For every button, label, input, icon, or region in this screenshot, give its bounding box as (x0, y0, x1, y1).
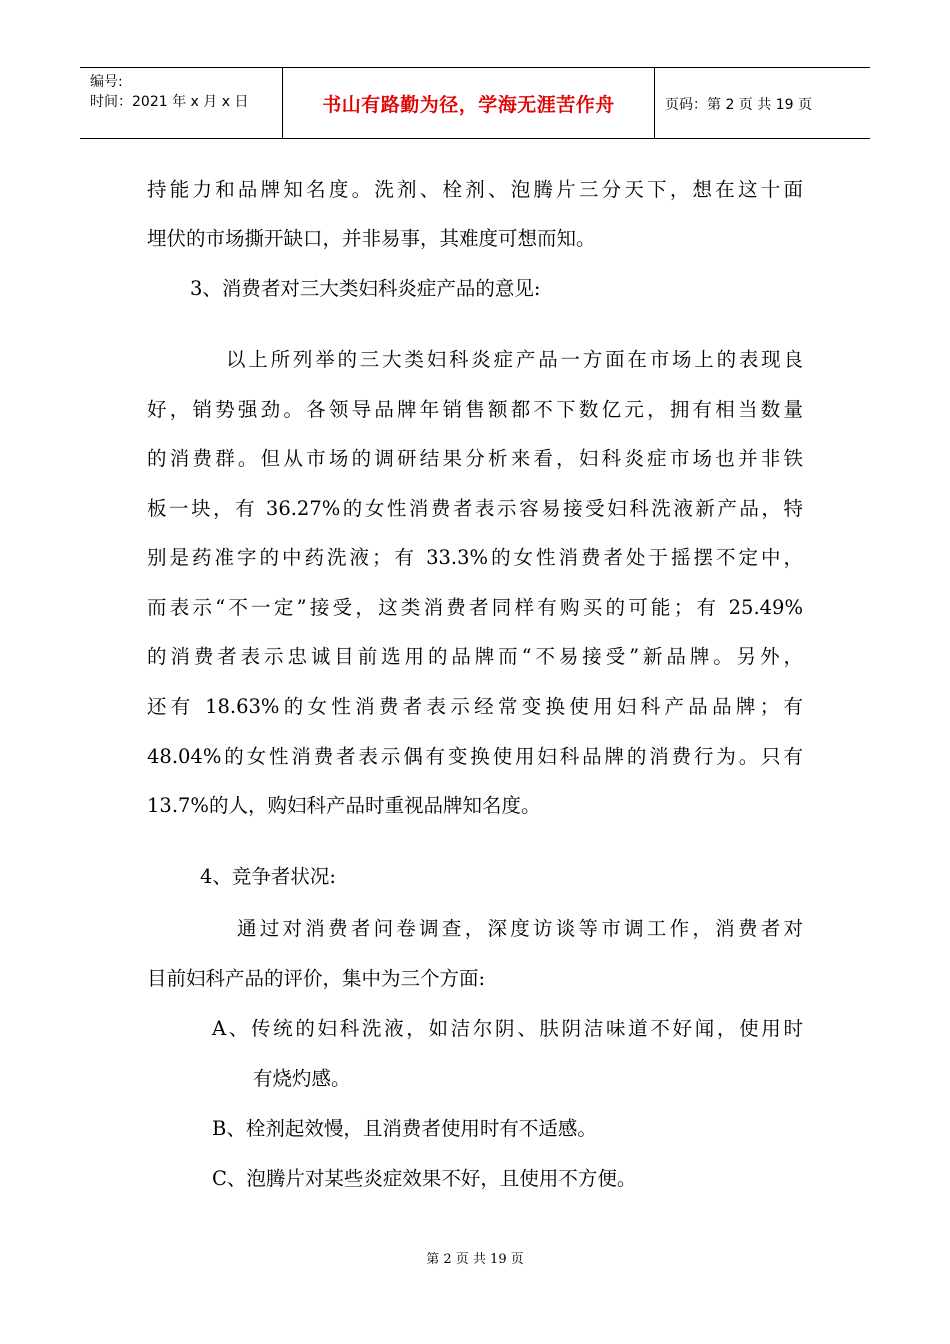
body-line: 而表示“不一定”接受，这类消费者同样有购买的可能；有 25.49% (147, 596, 803, 619)
body-line: 埋伏的市场撕开缺口，并非易事，其难度可想而知。 (147, 227, 596, 250)
body-line: 的消费者表示忠诚目前选用的品牌而“不易接受”新品牌。另外， (147, 645, 803, 668)
header-motto: 书山有路勤为径，学海无涯苦作舟 (322, 94, 615, 116)
section-heading: 4、竞争者状况: (200, 865, 336, 888)
body-line: 13.7%的人，购妇科产品时重视品牌知名度。 (147, 794, 541, 817)
body-line: 以上所列举的三大类妇科炎症产品一方面在市场上的表现良 (226, 348, 803, 371)
header-page-info: 页码：第 2 页 共 19 页 (665, 97, 812, 113)
body-line: 还有 18.63%的女性消费者表示经常变换使用妇科产品品牌；有 (147, 695, 803, 718)
header-left-cell (90, 72, 248, 112)
body-line: 的消费群。但从市场的调研结果分析来看，妇科炎症市场也并非铁 (147, 447, 803, 470)
body-line: 持能力和品牌知名度。洗剂、栓剂、泡腾片三分天下，想在这十面 (147, 178, 803, 201)
section-heading: 3、消费者对三大类妇科炎症产品的意见: (190, 277, 541, 300)
time-label: 时间：2021 年 x 月 x 日 (90, 94, 249, 110)
body-line: 板一块，有 36.27%的女性消费者表示容易接受妇科洗液新产品，特 (147, 497, 803, 520)
number-label: 编号: (90, 74, 123, 90)
body-line: 别是药准字的中药洗液；有 33.3%的女性消费者处于摇摆不定中， (147, 546, 803, 569)
list-item: A、传统的妇科洗液，如洁尔阴、肤阴洁味道不好闻，使用时 (212, 1017, 803, 1040)
page-header (80, 67, 870, 139)
list-item: C、泡腾片对某些炎症效果不好，且使用不方便。 (212, 1167, 637, 1190)
header-divider (654, 68, 655, 138)
body-line: 通过对消费者问卷调查，深度访谈等市调工作，消费者对 (237, 917, 803, 940)
body-line: 目前妇科产品的评价，集中为三个方面: (147, 967, 486, 990)
body-line: 48.04%的女性消费者表示偶有变换使用妇科品牌的消费行为。只有 (147, 745, 803, 768)
page-footer: 第 2 页 共 19 页 (426, 1252, 524, 1267)
body-line: 好，销势强劲。各领导品牌年销售额都不下数亿元，拥有相当数量 (147, 398, 803, 421)
list-item-continuation: 有烧灼感。 (253, 1067, 351, 1090)
list-item: B、栓剂起效慢，且消费者使用时有不适感。 (212, 1117, 597, 1140)
